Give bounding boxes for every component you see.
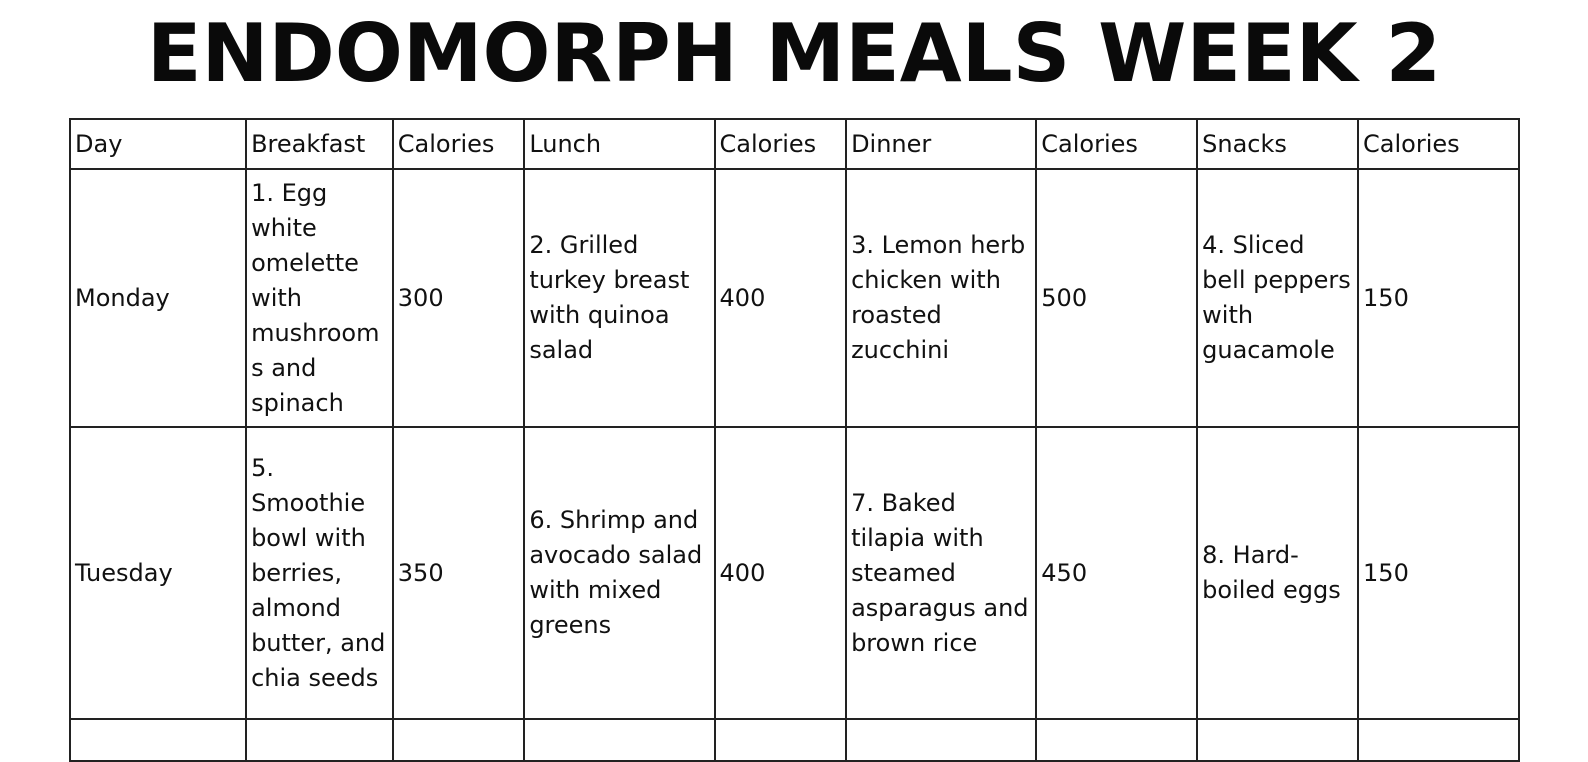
header-breakfast: Breakfast [246, 119, 393, 169]
table-header-row [70, 119, 1519, 169]
cell-empty [1036, 719, 1197, 761]
cell-breakfast-calories: 350 [393, 427, 525, 719]
header-dinner-calories: Calories [1036, 119, 1197, 169]
cell-empty [70, 719, 246, 761]
cell-breakfast-calories: 300 [393, 169, 525, 427]
cell-empty [246, 719, 393, 761]
cell-empty [1358, 719, 1519, 761]
cell-dinner: 3. Lemon herb chicken with roasted zucchini [846, 169, 1036, 427]
header-snacks: Snacks [1197, 119, 1358, 169]
cell-dinner-calories: 450 [1036, 427, 1197, 719]
page-title: ENDOMORPH MEALS WEEK 2 [146, 7, 1442, 100]
header-dinner: Dinner [846, 119, 1036, 169]
header-lunch: Lunch [524, 119, 714, 169]
cell-snacks: 8. Hard-boiled eggs [1197, 427, 1358, 719]
cell-lunch-calories: 400 [715, 427, 847, 719]
cell-empty [524, 719, 714, 761]
table-row-tuesday [70, 427, 1519, 719]
cell-lunch: 6. Shrimp and avocado salad with mixed greens [524, 427, 714, 719]
cell-empty [393, 719, 525, 761]
cell-lunch: 2. Grilled turkey breast with quinoa salad [524, 169, 714, 427]
header-day: Day [70, 119, 246, 169]
header-lunch-calories: Calories [715, 119, 847, 169]
cell-breakfast: 5. Smoothie bowl with berries, almond butter, and chia seeds [246, 427, 393, 719]
cell-snacks-calories: 150 [1358, 169, 1519, 427]
cell-dinner: 7. Baked tilapia with steamed asparagus and brown rice [846, 427, 1036, 719]
cell-dinner-calories: 500 [1036, 169, 1197, 427]
cell-snacks-calories: 150 [1358, 427, 1519, 719]
cell-day: Monday [70, 169, 246, 427]
table-row-partial [70, 719, 1519, 761]
cell-breakfast: 1. Egg white omelette with mushrooms and spinach [246, 169, 393, 427]
cell-empty [715, 719, 847, 761]
header-snacks-calories: Calories [1358, 119, 1519, 169]
cell-empty [1197, 719, 1358, 761]
cell-day: Tuesday [70, 427, 246, 719]
header-breakfast-calories: Calories [393, 119, 525, 169]
cell-lunch-calories: 400 [715, 169, 847, 427]
cell-empty [846, 719, 1036, 761]
table-row-monday [70, 169, 1519, 427]
meal-plan-table [69, 118, 1520, 762]
cell-snacks: 4. Sliced bell peppers with guacamole [1197, 169, 1358, 427]
